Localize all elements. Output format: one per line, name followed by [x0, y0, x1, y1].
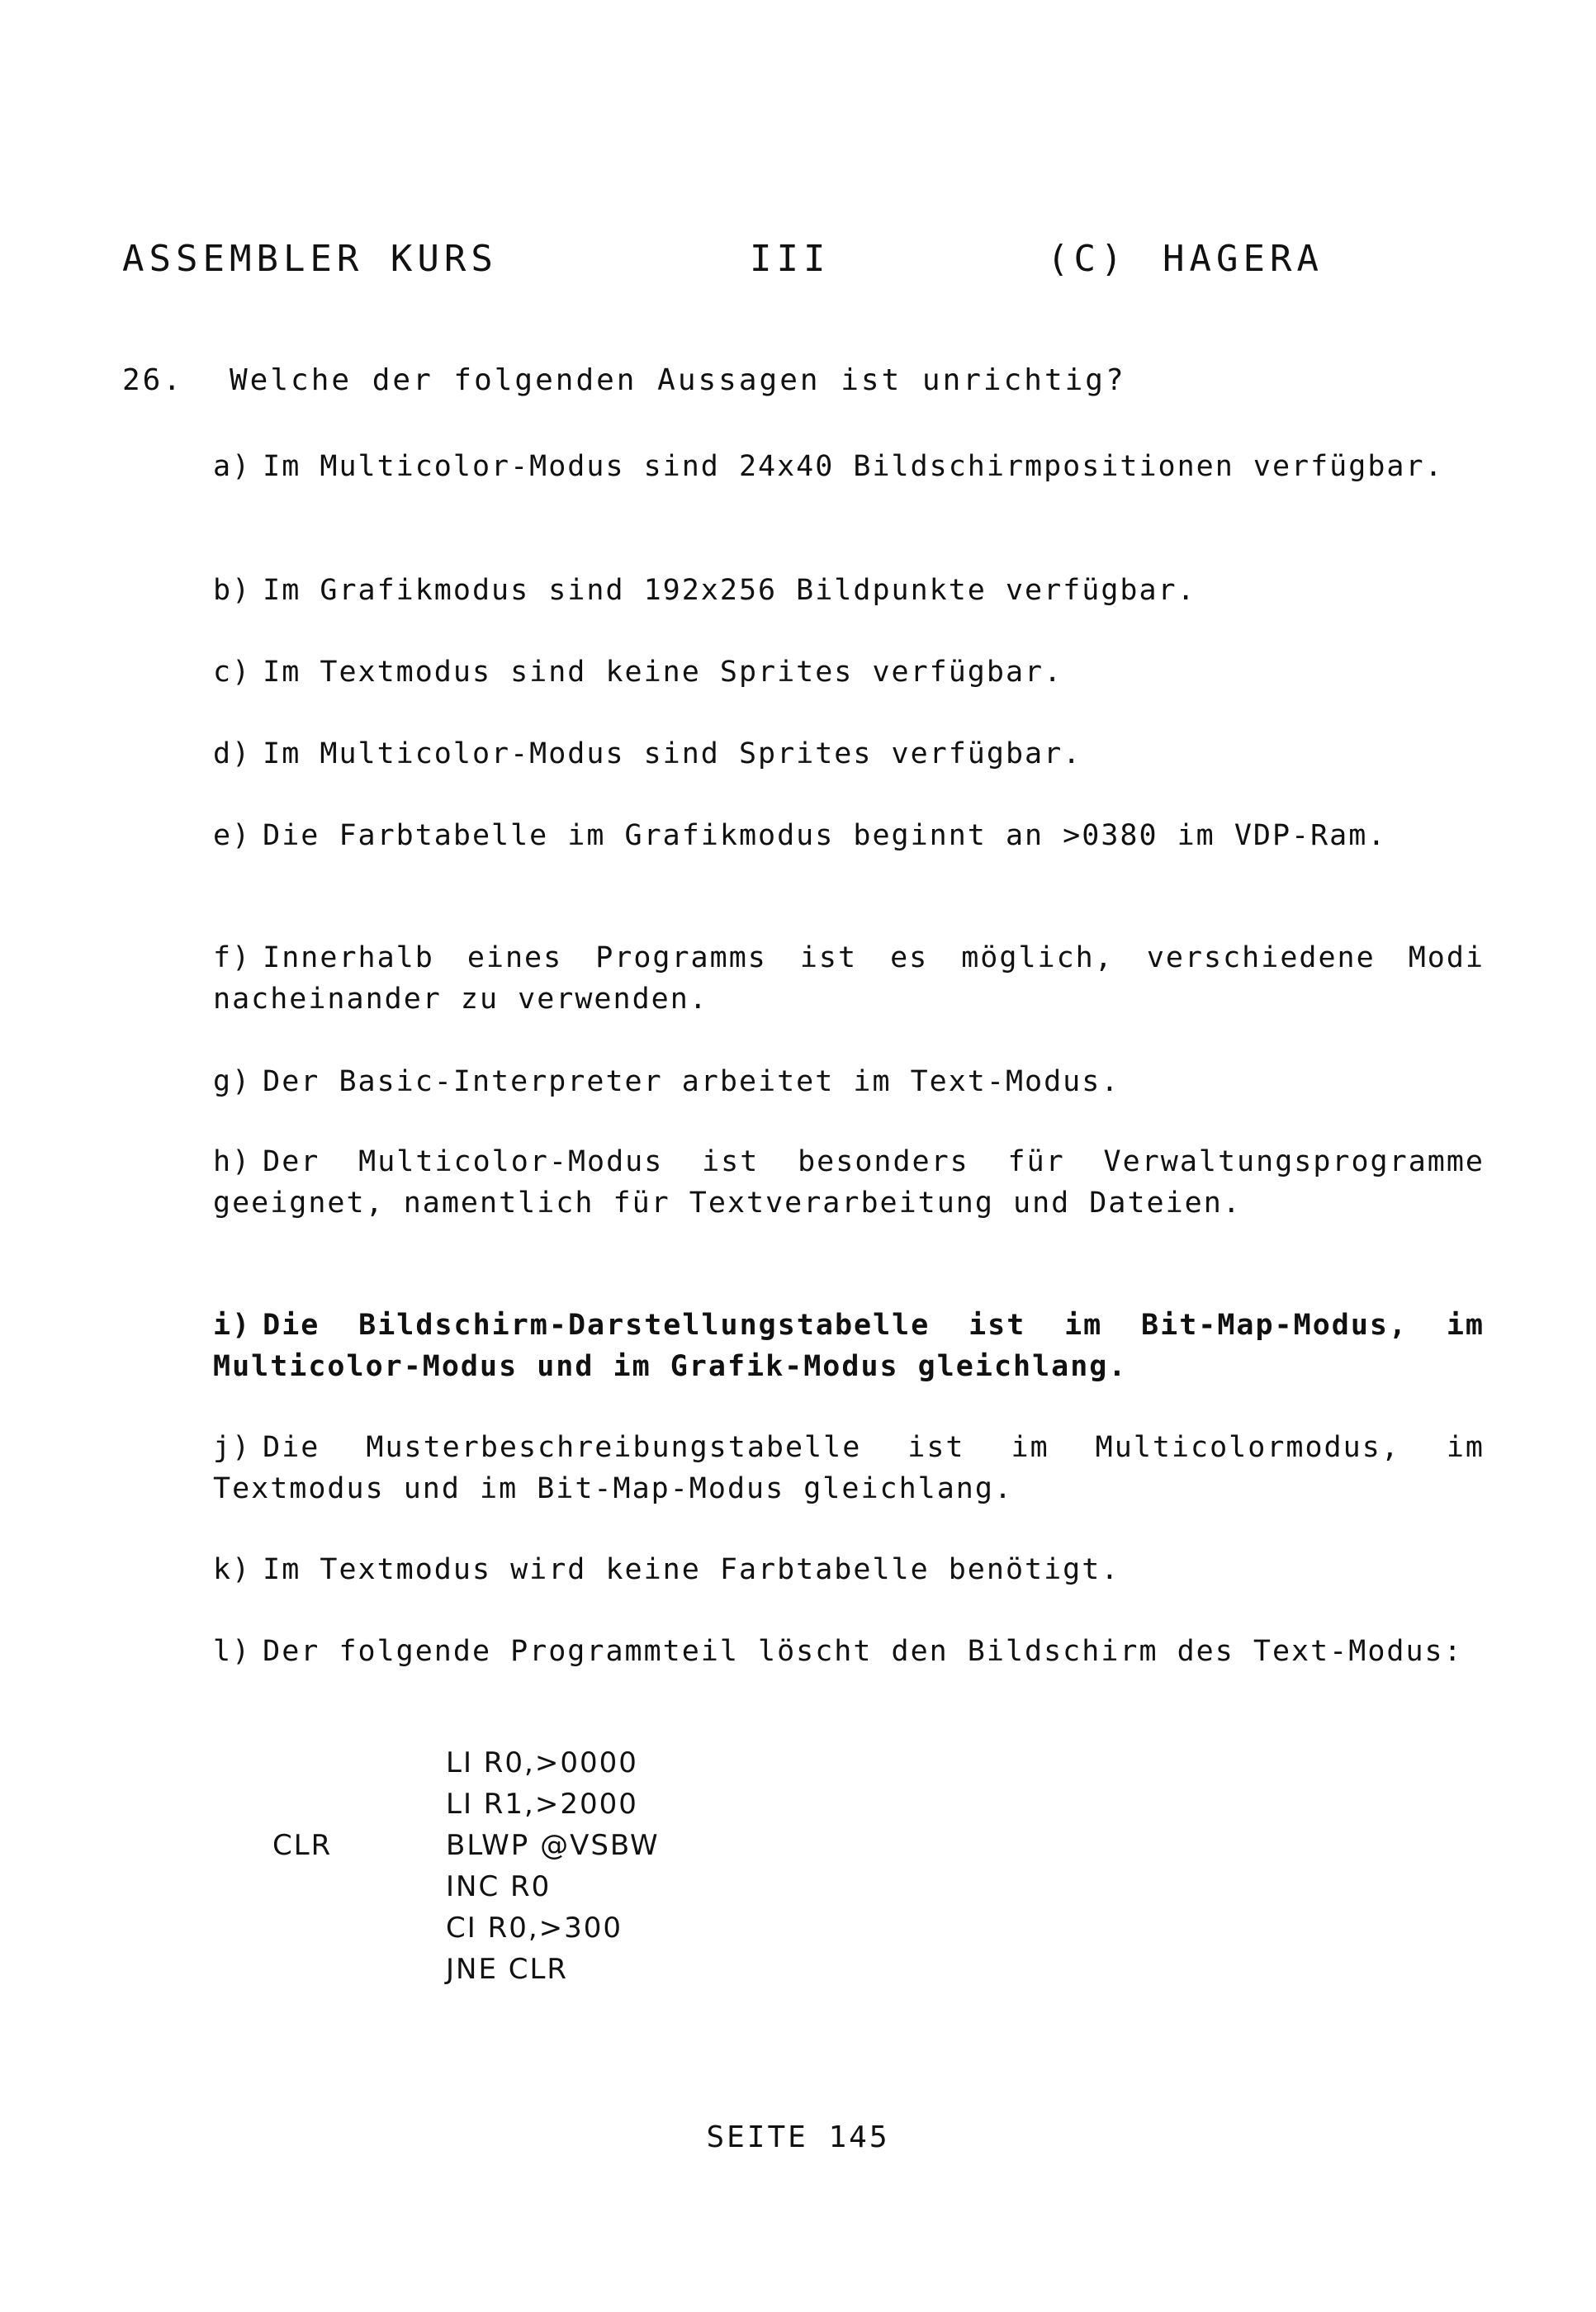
page-header: [122, 238, 1476, 287]
answer-e: [213, 815, 1485, 856]
answer-label: h): [213, 1145, 252, 1178]
answer-text: Im Multicolor-Modus sind Sprites verfügbar.: [263, 737, 1082, 770]
code-instruction: CI R0,>300: [446, 1912, 623, 1945]
answer-h: [213, 1141, 1485, 1224]
answer-j: [213, 1427, 1485, 1509]
answer-label: e): [213, 819, 252, 852]
answer-label: k): [213, 1553, 252, 1586]
code-instruction: INC R0: [446, 1870, 552, 1903]
question-text: Welche der folgenden Aussagen ist unrichtig?: [230, 363, 1126, 397]
answer-g: [213, 1061, 1485, 1102]
code-line: [272, 1866, 768, 1907]
answer-label: l): [213, 1635, 252, 1668]
answer-c: [213, 651, 1485, 693]
author-name: HAGERA: [1163, 238, 1324, 280]
answer-label: a): [213, 450, 252, 483]
question-number: 26.: [122, 363, 184, 397]
answer-b: [213, 570, 1485, 611]
answer-text: Die Farbtabelle im Grafikmodus beginnt an >0380 im VDP-Ram.: [263, 819, 1387, 852]
answer-text: Der Multicolor-Modus ist besonders für Verwaltungsprogramme geeignet, namentlich für Textverarbeitung und Dateien.: [213, 1145, 1485, 1220]
answer-d: [213, 733, 1485, 775]
answer-text: Der Basic-Interpreter arbeitet im Text-Modus.: [263, 1065, 1120, 1098]
page-number: SEITE 145: [706, 2120, 890, 2154]
answer-text: Die Bildschirm-Darstellungstabelle ist im Bit-Map-Modus, im Multicolor-Modus und im Grafik-Modus gleichlang.: [213, 1309, 1485, 1383]
code-line: [272, 1825, 768, 1866]
course-volume: III: [750, 238, 831, 280]
code-line: [272, 1742, 768, 1784]
code-instruction: BLWP @VSBW: [446, 1829, 660, 1862]
answer-label: g): [213, 1065, 252, 1098]
code-instruction: LI R0,>0000: [446, 1746, 638, 1779]
course-title: ASSEMBLER KURS: [122, 238, 498, 280]
code-line: [272, 1949, 768, 1990]
code-line: [272, 1907, 768, 1949]
answer-label: f): [213, 941, 252, 974]
answer-f: [213, 937, 1485, 1020]
answer-text: Die Musterbeschreibungstabelle ist im Multicolormodus, im Textmodus und im Bit-Map-Modus gleichlang.: [213, 1431, 1485, 1505]
answer-k: [213, 1549, 1485, 1590]
code-listing: [272, 1742, 768, 1990]
answer-l: [213, 1631, 1485, 1672]
answer-text: Im Grafikmodus sind 192x256 Bildpunkte verfügbar.: [263, 574, 1196, 607]
answer-label: d): [213, 737, 252, 770]
copyright-mark: (C): [1047, 238, 1128, 280]
answer-label: j): [213, 1431, 252, 1464]
answer-text: Im Textmodus wird keine Farbtabelle benötigt.: [263, 1553, 1120, 1586]
code-line: [272, 1784, 768, 1825]
answer-text: Im Textmodus sind keine Sprites verfügbar.: [263, 656, 1063, 689]
answer-label: b): [213, 574, 252, 607]
code-label: CLR: [272, 1829, 333, 1862]
answer-text: Innerhalb eines Programms ist es möglich, verschiedene Modi nacheinander zu verwenden.: [213, 941, 1485, 1016]
code-instruction: JNE CLR: [446, 1953, 569, 1986]
answer-text: Der folgende Programmteil löscht den Bildschirm des Text-Modus:: [263, 1635, 1463, 1668]
answer-i: [213, 1305, 1485, 1387]
answer-text: Im Multicolor-Modus sind 24x40 Bildschirmpositionen verfügbar.: [263, 450, 1444, 483]
code-instruction: LI R1,>2000: [446, 1788, 638, 1821]
answer-label: c): [213, 656, 252, 689]
answer-a: [213, 446, 1485, 487]
answer-label: i): [213, 1309, 252, 1342]
